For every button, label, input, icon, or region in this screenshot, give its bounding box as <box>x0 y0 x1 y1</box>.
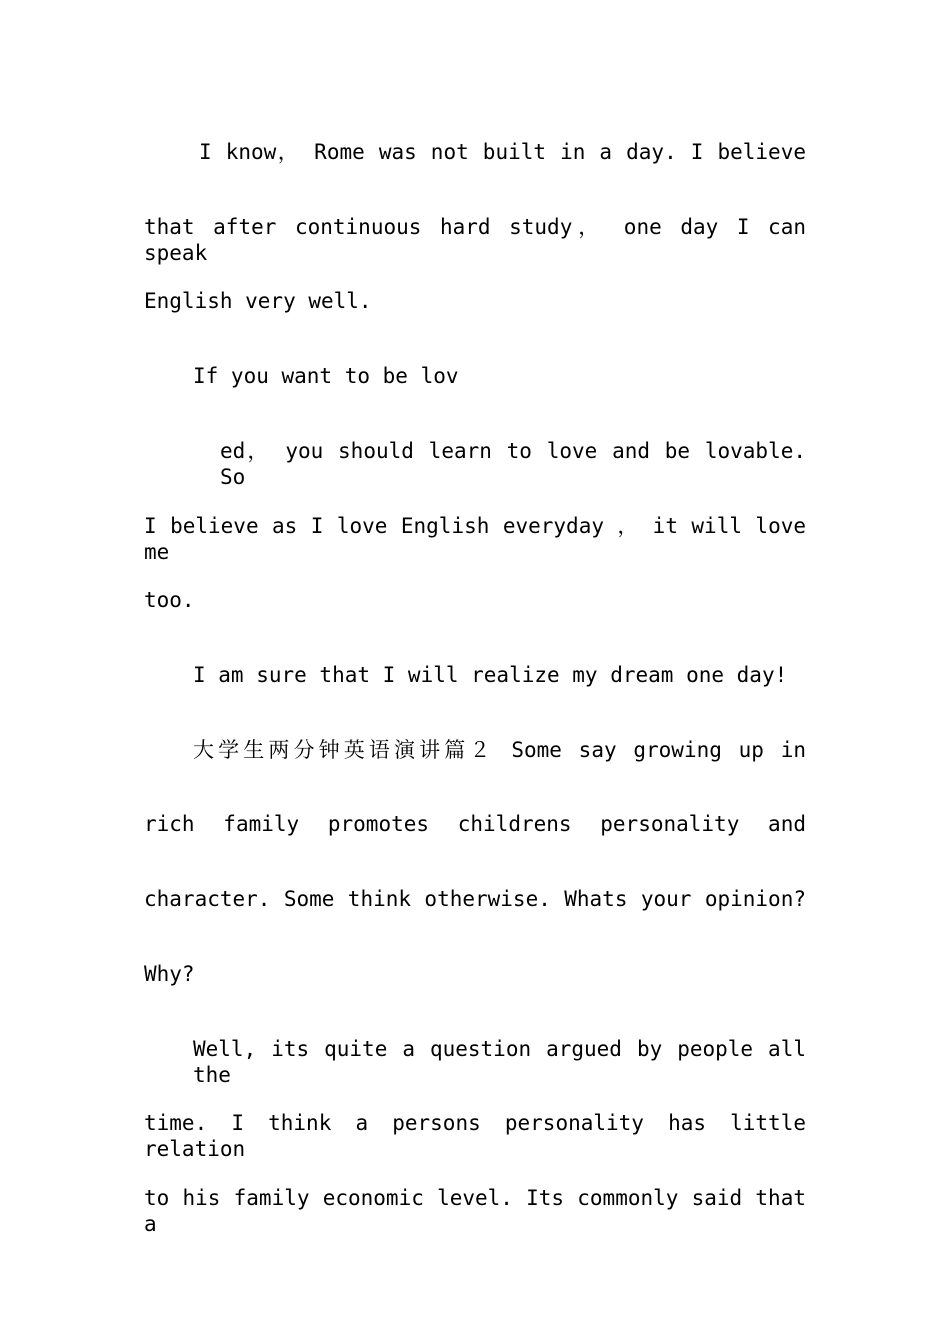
text-line: to his family economic level. Its commonly said that a <box>144 1186 806 1236</box>
text-line: I am sure that I will realize my dream one day! <box>193 663 788 687</box>
text-line: ed， you should learn to love and be lovable. So <box>220 439 806 489</box>
text-line: time. I think a persons personality has little relation <box>144 1111 806 1161</box>
text-line: character. Some think otherwise. Whats your opinion? <box>144 887 806 911</box>
text-line: English very well. <box>144 289 372 313</box>
text-line: If you want to be lov <box>193 364 459 388</box>
text-line: rich family promotes childrens personality and <box>144 812 806 836</box>
text-line: Why? <box>144 962 195 986</box>
text-line: I believe as I love English everyday ， it will love me <box>144 514 806 564</box>
text-line: too. <box>144 588 195 612</box>
text-line: Well, its quite a question argued by people all the <box>193 1037 806 1087</box>
text-line: that after continuous hard study， one day I can speak <box>144 215 806 265</box>
section-heading-line: 大学生两分钟英语演讲篇２ Some say growing up in <box>193 738 806 762</box>
text-line: I know， Rome was not built in a day. I believe <box>199 140 806 164</box>
